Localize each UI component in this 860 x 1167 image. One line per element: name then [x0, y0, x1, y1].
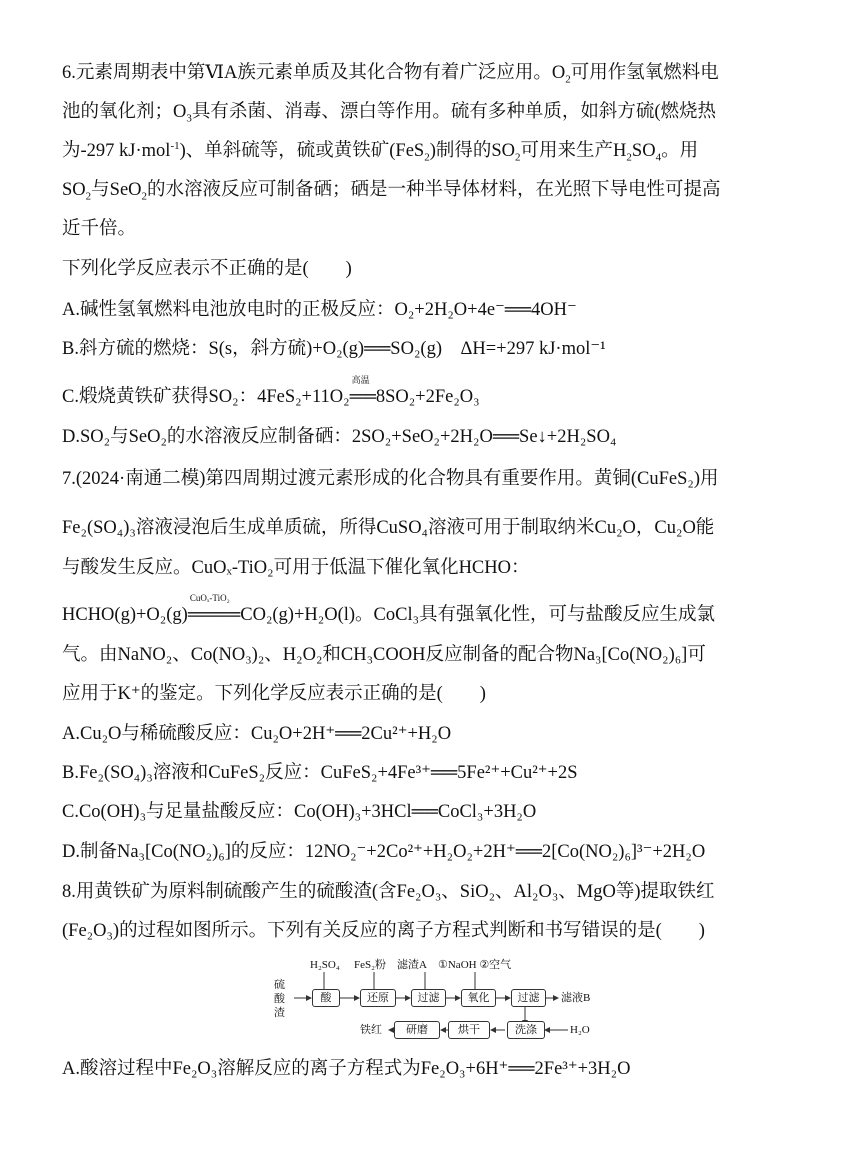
- q8-line-2: (Fe₂O₃)的过程如图所示。下列有关反应的离子方程式判断和书写错误的是( ): [62, 921, 705, 941]
- flow-step-filter-1: 过滤: [411, 989, 446, 1007]
- flow-step-filter-2: 过滤: [511, 989, 546, 1007]
- flow-input-fes2: FeS₂粉: [354, 959, 386, 971]
- q6-option-b: B.斜方硫的燃烧：S(s，斜方硫)+O₂(g)══SO₂(g) ΔH=+297 kJ·mol⁻¹: [62, 339, 606, 359]
- q7-line-1: 7.(2024·南通二模)第四周期过渡元素形成的化合物具有重要作用。黄铜(CuFeS₂)用: [62, 469, 719, 489]
- q7-line-4: HCHO(g)+O₂(g) CuOₓ-TiO₂ ════CO₂(g)+H₂O(l)。CoCl₃具有强氧化性，可与盐酸反应生成氯: [62, 593, 716, 625]
- q8-line-1: 8.用黄铁矿为原料制硫酸产生的硫酸渣(含Fe₂O₃、SiO₂、Al₂O₃、MgO等)提取铁红: [62, 882, 715, 902]
- flow-output-residue-a: 滤渣A: [397, 959, 427, 971]
- q7-line-2: Fe₂(SO₄)₃溶液浸泡后生成单质硫，所得CuSO₄溶液可用于制取纳米Cu₂O，Cu₂O能: [62, 518, 715, 538]
- flow-start-char-2: 酸: [274, 993, 285, 1005]
- flow-start-char-1: 硫: [274, 979, 285, 991]
- q7-line-5: 气。由NaNO₂、Co(NO₃)₂、H₂O₂和CH₃COOH反应制备的配合物Na₃[Co(NO₂)₆]可: [62, 645, 706, 665]
- q6-line-3: 为-297 kJ·mol$^{-1}$)、单斜硫等，硫或黄铁矿(FeS$_2$)制得的$SO_2$可用来生产$H_2SO_4$。用: [62, 139, 699, 164]
- flow-start-char-3: 渣: [274, 1007, 285, 1019]
- flow-step-acid: 酸: [312, 989, 340, 1007]
- q6-option-c: C.煅烧黄铁矿获得SO₂：4FeS₂+11O₂ 高温 ══8SO₂+2Fe₂O₃: [62, 375, 480, 407]
- q7-line-6: 应用于K⁺的鉴定。下列化学反应表示正确的是( ): [62, 684, 486, 704]
- q6-line-5: 近千倍。: [62, 219, 137, 239]
- flow-step-reduce: 还原: [360, 989, 396, 1007]
- reaction-arrow-high-temp: 高温 ══: [349, 375, 376, 407]
- flow-input-water: H₂O: [570, 1024, 590, 1036]
- reaction-arrow-catalyst: CuOₓ-TiO₂ ════: [187, 593, 241, 625]
- q7-option-d: D.制备Na₃[Co(NO₂)₆]的反应：12NO₂⁻+2Co²⁺+H₂O₂+2H⁺══2[Co(NO₂)₆]³⁻+2H₂O: [62, 842, 706, 862]
- flow-step-wash: 洗涤: [507, 1021, 545, 1039]
- flow-step-oxidize: 氧化: [461, 989, 496, 1007]
- flow-step-grind: 研磨: [394, 1021, 440, 1039]
- q7-line-3: 与酸发生反应。CuOₓ-TiO₂可用于低温下催化氧化HCHO：: [62, 558, 530, 578]
- flow-input-naoh-air: ①NaOH ②空气: [438, 959, 512, 971]
- q6-option-a: A.碱性氢氧燃料电池放电时的正极反应：O₂+2H₂O+4e⁻══4OH⁻: [62, 300, 577, 320]
- flow-start-label: [274, 978, 286, 1020]
- flow-input-h2so4: H₂SO₄: [310, 959, 340, 971]
- q7-option-b: B.Fe₂(SO₄)₃溶液和CuFeS₂反应：CuFeS₂+4Fe³⁺══5Fe²⁺+Cu²⁺+2S: [62, 763, 578, 783]
- q6-option-d: D.SO₂与SeO₂的水溶液反应制备硒：2SO₂+SeO₂+2H₂O══Se↓+2H₂SO₄: [62, 427, 617, 447]
- process-flow-diagram: [272, 958, 602, 1040]
- q6-stem: 下列化学反应表示不正确的是( ): [62, 259, 352, 279]
- q6-line-2: 池的氧化剂；$O_3$具有杀菌、消毒、漂白等作用。硫有多种单质，如斜方硫(燃烧热: [62, 102, 717, 125]
- flow-product-iron-red: 铁红: [360, 1024, 382, 1036]
- q8-option-a: A.酸溶过程中Fe₂O₃溶解反应的离子方程式为Fe₂O₃+6H⁺══2Fe³⁺+3H₂O: [62, 1059, 631, 1079]
- flow-output-filtrate-b: 滤液B: [561, 992, 591, 1004]
- flow-step-dry: 烘干: [448, 1021, 490, 1039]
- q6-line-4: $SO_2$与SeO$_2$的水溶液反应可制备硒；硒是一种半导体材料，在光照下导电性可提高: [62, 180, 721, 203]
- q7-option-a: A.Cu₂O与稀硫酸反应：Cu₂O+2H⁺══2Cu²⁺+H₂O: [62, 724, 452, 744]
- q6-line-1: 6.元素周期表中第ⅥA族元素单质及其化合物有着广泛应用。$O_2$可用作氢氧燃料电: [62, 63, 719, 86]
- q7-option-c: C.Co(OH)₃与足量盐酸反应：Co(OH)₃+3HCl══CoCl₃+3H₂O: [62, 802, 537, 822]
